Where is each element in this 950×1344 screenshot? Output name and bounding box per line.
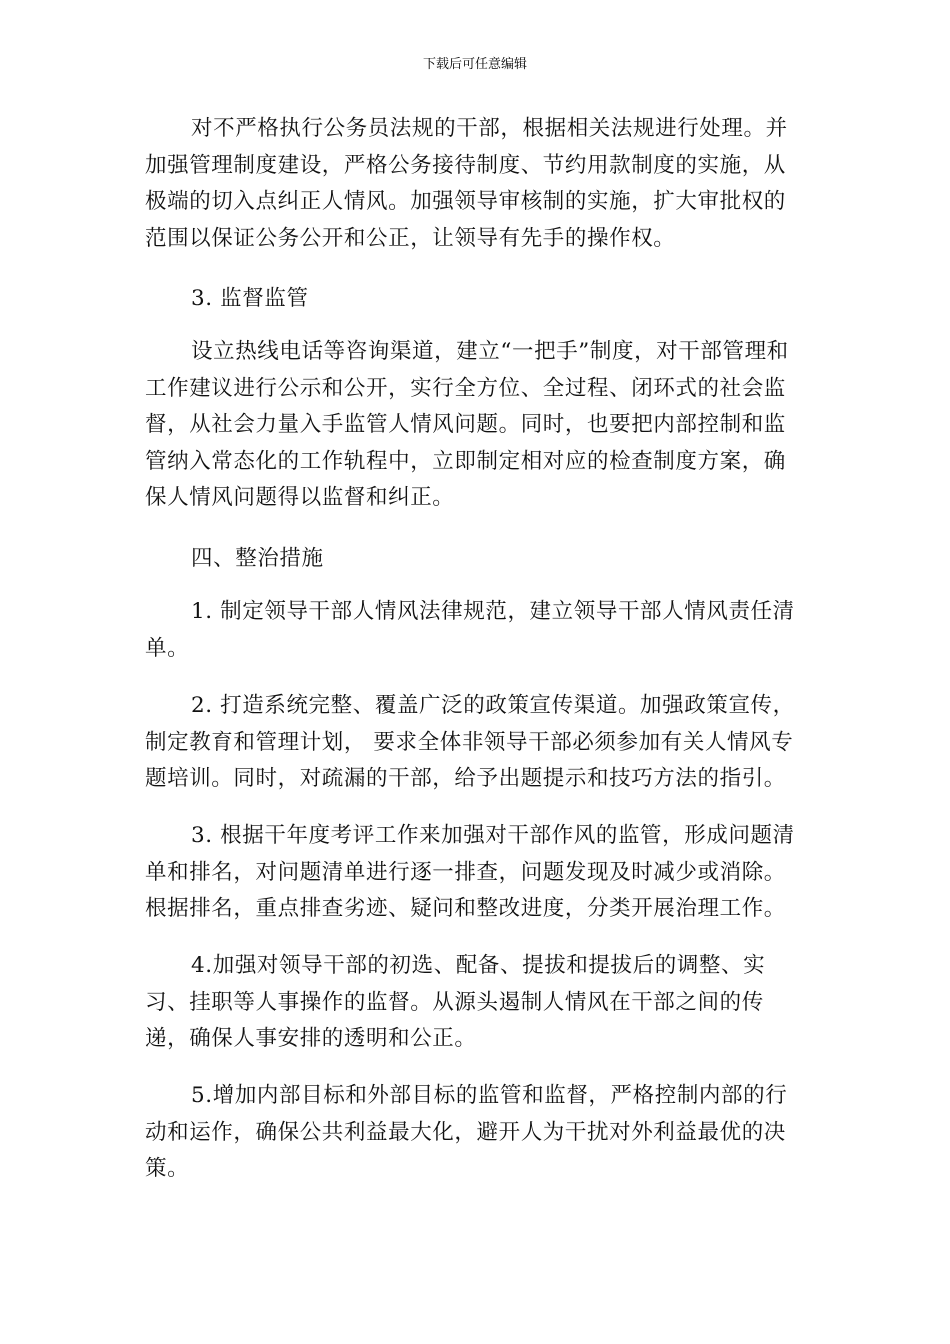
list-item-2: 2. 打造系统完整、覆盖广泛的政策宣传渠道。加强政策宣传，制定教育和管理计划， 要求全体非领导干部必须参加有关人情风专题培训。同时，对疏漏的干部，给予出题提示和技巧方法的指引。	[145, 693, 795, 791]
list-item-1: 1. 制定领导干部人情风法律规范，建立领导干部人情风责任清单。	[145, 599, 795, 661]
list-item-4: 4.加强对领导干部的初选、配备、提拔和提拔后的调整、实习、挂职等人事操作的监督。从源头遏制人情风在干部之间的传递，确保人事安排的透明和公正。	[145, 953, 766, 1051]
list-item-3: 3. 根据干年度考评工作来加强对干部作风的监管，形成问题清单和排名，对问题清单进行逐一排查，问题发现及时减少或消除。根据排名，重点排查劣迹、疑问和整改进度，分类开展治理工作。	[145, 823, 795, 921]
list-item-5: 5.增加内部目标和外部目标的监管和监督，严格控制内部的行动和运作，确保公共利益最大化，避开人为干扰对外利益最优的决策。	[145, 1083, 788, 1181]
paragraph-supervision: 设立热线电话等咨询渠道，建立“一把手”制度，对干部管理和工作建议进行公示和公开，实行全方位、全过程、闭环式的社会监督，从社会力量入手监管人情风问题。同时，也要把内部控制和监管纳入常态化的工作轨程中，立即制定相对应的检查制度方案，确保人情风问题得以监督和纠正。	[145, 339, 789, 510]
section-heading-measures: 四、整治措施	[191, 546, 324, 571]
section-heading-supervision: 3. 监督监管	[191, 286, 309, 311]
paragraph-regulation-enforcement: 对不严格执行公务员法规的干部，根据相关法规进行处理。并加强管理制度建设，严格公务接待制度、节约用款制度的实施，从极端的切入点纠正人情风。加强领导审核制的实施，扩大审批权的范围以保证公务公开和公正，让领导有先手的操作权。	[145, 116, 788, 251]
page-header: 下载后可任意编辑	[422, 57, 527, 72]
